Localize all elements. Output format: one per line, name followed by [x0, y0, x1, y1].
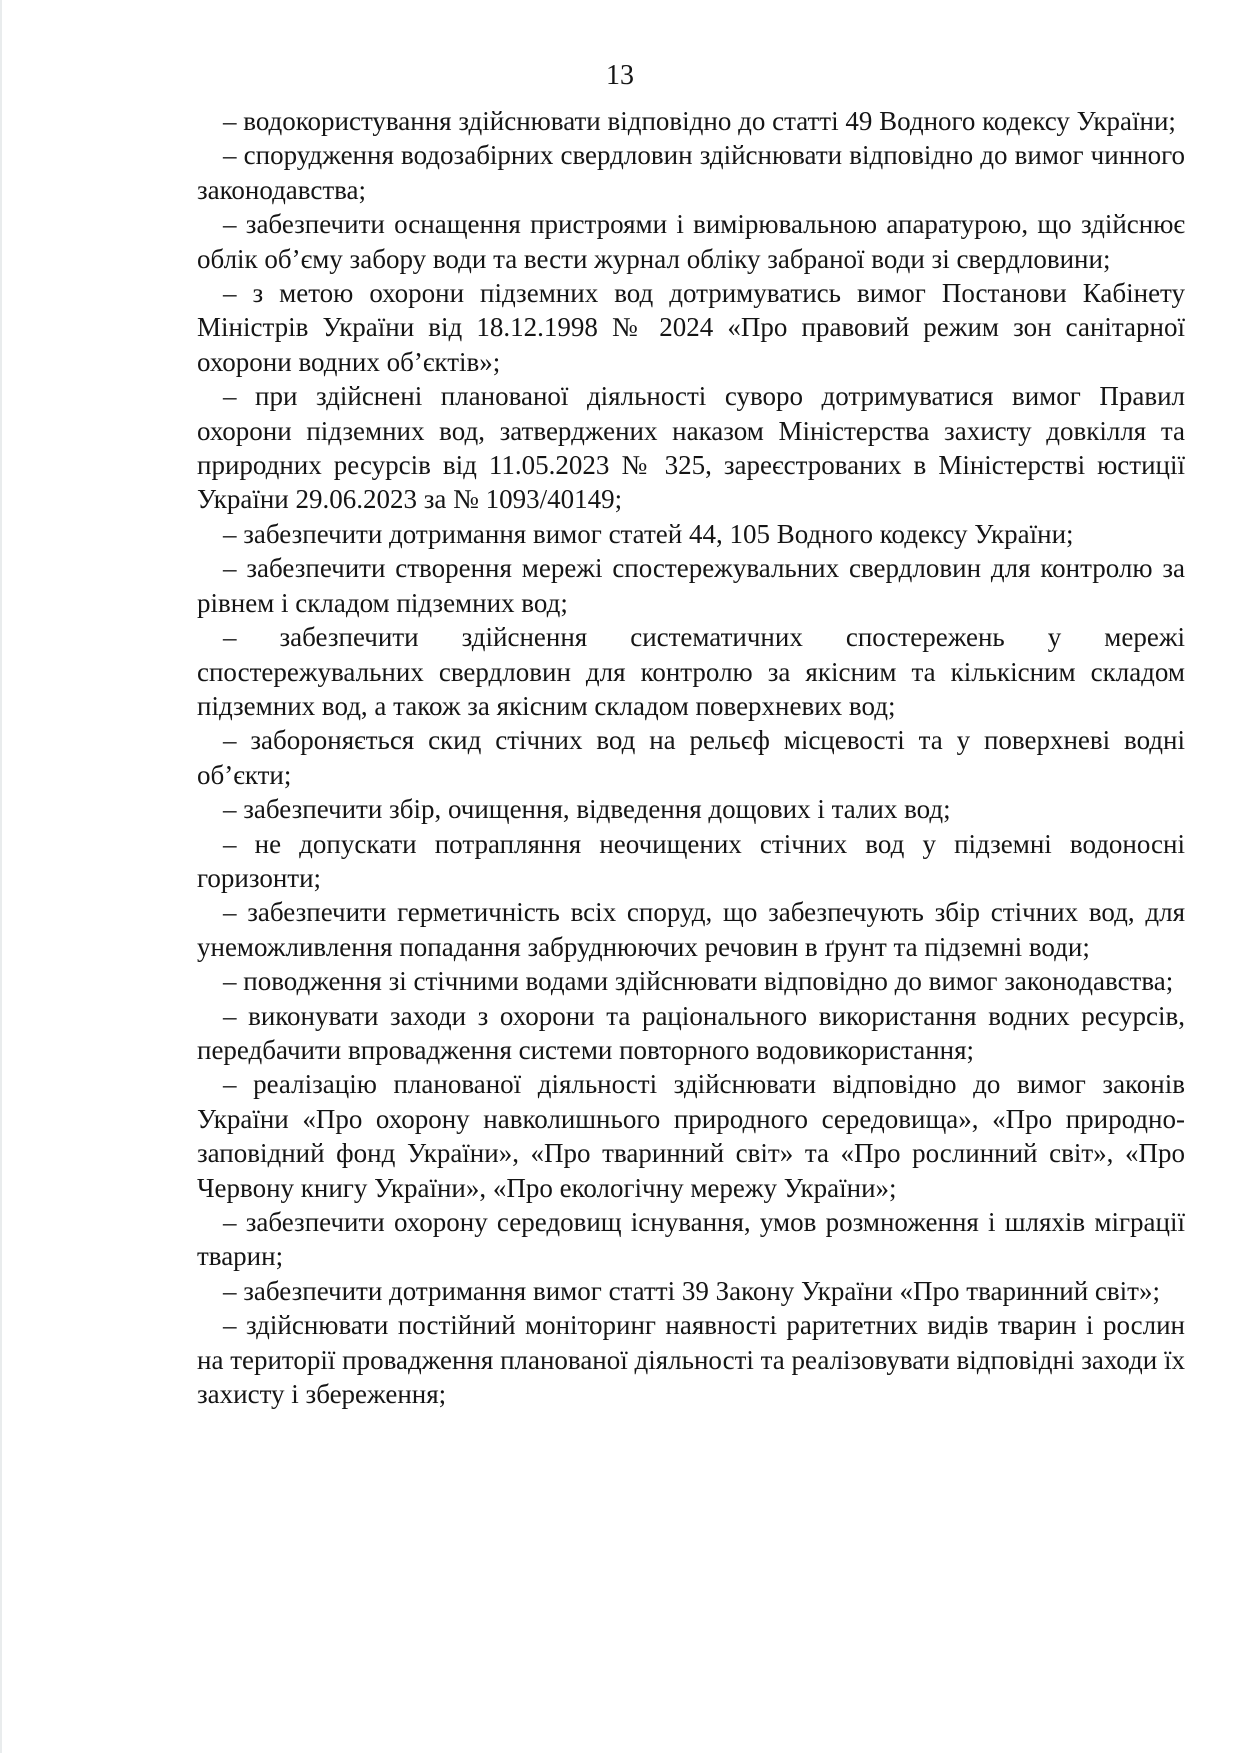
paragraph: – забезпечити дотримання вимог статті 39 Закону України «Про тваринний світ»; — [223, 1275, 1160, 1306]
paragraph: – з метою охорони підземних вод дотримуватись вимог Постанови Кабінету Міністрів України від 18.12.1998 № 2024 «Про правовий режим зон санітарної охорони водних об’єктів»; — [197, 278, 1185, 377]
paragraph: – забезпечити герметичність всіх споруд, що забезпечують збір стічних вод, для унеможливлення попадання забруднюючих речовин в ґрунт та підземні води; — [197, 897, 1185, 962]
paragraph: – забезпечити здійснення систематичних спостережень у мережі спостережувальних свердловин для контролю за якісним та кількісним складом підземних вод, а також за якісним складом поверхневих вод; — [197, 622, 1185, 721]
paragraph: – забезпечити створення мережі спостережувальних свердловин для контролю за рівнем і складом підземних вод; — [197, 553, 1185, 618]
paragraph: – спорудження водозабірних свердловин здійснювати відповідно до вимог чинного законодавства; — [197, 140, 1185, 205]
paragraph: – здійснювати постійний моніторинг наявності раритетних видів тварин і рослин на території провадження планованої діяльності та реалізовувати відповідні заходи їх захисту і збереження; — [197, 1310, 1185, 1410]
paragraph: – при здійснені планованої діяльності суворо дотримуватися вимог Правил охорони підземних вод, затверджених наказом Міністерства захисту довкілля та природних ресурсів від 11.05.2023 № 325, зареєстрованих в Міністерстві юстиції України 29.06.2023 за № 1093/40149; — [197, 381, 1185, 515]
paragraph: – забезпечити охорону середовищ існування, умов розмноження і шляхів міграції тварин; — [197, 1207, 1185, 1272]
paragraph: – реалізацію планованої діяльності здійснювати відповідно до вимог законів України «Про охорону навколишнього природного середовища», «Про природно-заповідний фонд України», «Про тваринний світ» та «Про рослинний світ», «Про Червону книгу України», «Про екологічну мережу України»; — [197, 1069, 1185, 1203]
paragraph: – забезпечити дотримання вимог статей 44, 105 Водного кодексу України; — [223, 518, 1074, 549]
paragraph: – поводження зі стічними водами здійснювати відповідно до вимог законодавства; — [223, 966, 1174, 997]
paragraph: – забезпечити збір, очищення, відведення дощових і талих вод; — [223, 794, 951, 825]
document-body — [197, 104, 1185, 1411]
paragraph: – забороняється скид стічних вод на рельєф місцевості та у поверхневі водні об’єкти; — [197, 725, 1185, 790]
paragraph: – не допускати потрапляння неочищених стічних вод у підземні водоносні горизонти; — [197, 828, 1185, 893]
page-number: 13 — [606, 60, 634, 91]
paragraph: – забезпечити оснащення пристроями і вимірювальною апаратурою, що здійснює облік об’єму забору води та вести журнал обліку забраної води зі свердловини; — [197, 209, 1185, 274]
paragraph: – водокористування здійснювати відповідно до статті 49 Водного кодексу України; — [223, 106, 1176, 136]
paragraph: – виконувати заходи з охорони та раціонального використання водних ресурсів, передбачити впровадження системи повторного водовикористання; — [197, 1000, 1185, 1065]
